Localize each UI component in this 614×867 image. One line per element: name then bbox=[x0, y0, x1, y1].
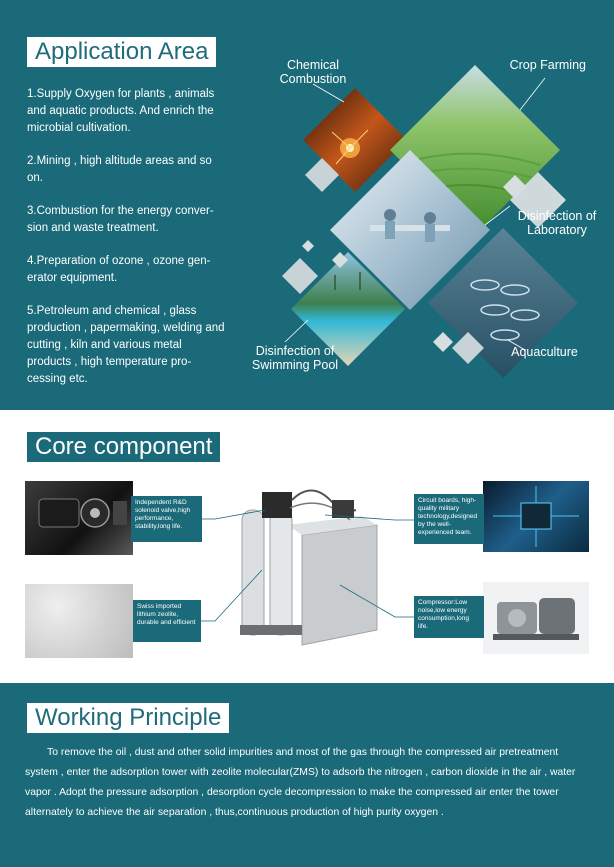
core-component-section bbox=[0, 410, 614, 683]
compressor-photo bbox=[483, 582, 589, 654]
solenoid-valve-photo bbox=[25, 481, 133, 555]
circuit-board-graphic bbox=[483, 481, 589, 552]
callout-circuit-board: Circuit boards, high-quality military technology,designed by the well-experienced team. bbox=[414, 494, 484, 544]
oxygen-generator-machine-image bbox=[232, 480, 382, 655]
callout-solenoid-valve: Independent R&D solenoid valve,high performance, stability,long life. bbox=[131, 496, 202, 542]
decor-diamond bbox=[433, 332, 453, 352]
application-item-4: 4.Preparation of ozone , ozone gen-erator equipment. bbox=[27, 255, 211, 284]
leader-line bbox=[313, 84, 344, 102]
label-disinfection-of-swimming-pool: Disinfection of Swimming Pool bbox=[251, 344, 339, 372]
label-crop-farming: Crop Farming bbox=[509, 58, 586, 72]
label-aquaculture: Aquaculture bbox=[511, 345, 578, 359]
working-principle-section bbox=[0, 683, 614, 867]
application-area-title: Application Area bbox=[27, 37, 216, 67]
working-principle-title: Working Principle bbox=[27, 703, 229, 733]
compressor-graphic bbox=[483, 582, 589, 654]
circuit-board-photo bbox=[483, 481, 589, 552]
label-disinfection-of-laboratory: Disinfection of Laboratory bbox=[517, 209, 597, 237]
working-principle-text: To remove the oil , dust and other solid impurities and most of the gas through the compressed air pretreatment system , enter the adsorption tower with zeolite molecular(ZMS) to adsorb the nitrogen , carbon dioxide in the air , water vapor . Adopt the pressure adsorption , desorption cycle decompression to make the compressed air enter the tower alternately to achieve the air separation , thus,continuous production of high purity oxygen . bbox=[25, 747, 576, 818]
decor-diamond bbox=[302, 240, 314, 252]
oxygen-generator-machine-graphic bbox=[232, 480, 382, 655]
callout-zeolite: Swiss imported lithium zeolite, durable and efficient bbox=[133, 600, 201, 642]
solenoid-valve-graphic bbox=[25, 481, 133, 555]
core-component-title: Core component bbox=[27, 432, 220, 462]
leader-line bbox=[520, 78, 545, 110]
application-item-1: 1.Supply Oxygen for plants , animals and aquatic products. And enrich the microbial cultivation. bbox=[27, 88, 215, 134]
application-area-section bbox=[0, 0, 614, 410]
zeolite-photo bbox=[25, 584, 133, 658]
label-chemical-combustion: Chemical Combustion bbox=[279, 58, 347, 86]
application-item-5: 5.Petroleum and chemical , glass production , papermaking, welding and cutting , kiln and various metal products , high temperature pro-cessing etc. bbox=[27, 305, 225, 385]
leader-line bbox=[285, 320, 308, 342]
application-diamond-collage bbox=[240, 40, 614, 385]
application-list bbox=[27, 86, 227, 404]
application-item-2: 2.Mining , high altitude areas and so on. bbox=[27, 155, 212, 184]
callout-compressor: Compressor:Low noise,low energy consumption,long life. bbox=[414, 596, 484, 638]
application-item-3: 3.Combustion for the energy conver-sion and waste treatment. bbox=[27, 205, 214, 234]
